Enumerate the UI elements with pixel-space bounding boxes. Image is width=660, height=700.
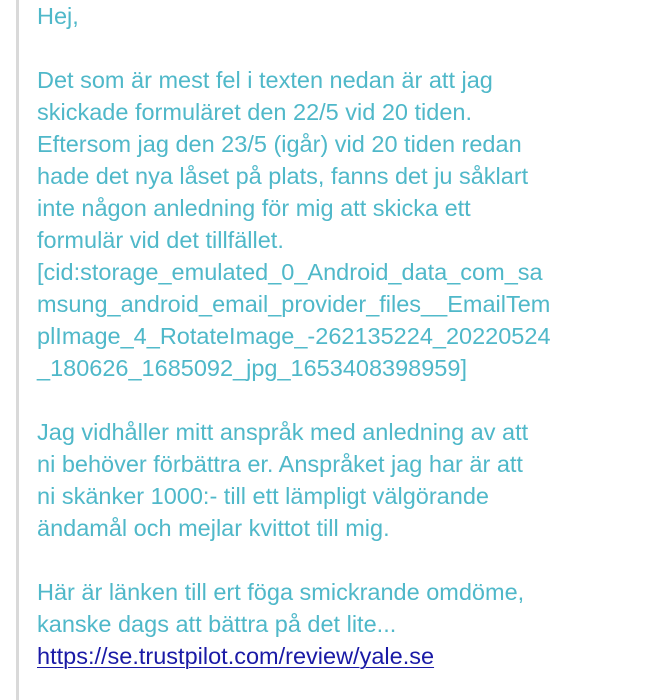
image-placeholder-line: plImage_4_RotateImage_-262135224_20220524 [37,323,551,349]
paragraph-gap [37,32,652,64]
body-line: kanske dags att bättra på det lite... [37,611,397,637]
greeting: Hej, [37,3,79,29]
image-placeholder-line: _180626_1685092_jpg_1653408398959] [37,355,467,381]
body-line: hade det nya låset på plats, fanns det ju såklart [37,163,529,189]
body-line: Eftersom jag den 23/5 (igår) vid 20 tiden redan [37,131,522,157]
body-line: Här är länken till ert föga smickrande omdöme, [37,579,525,605]
paragraph-gap [37,384,652,416]
body-line: skickade formuläret den 22/5 vid 20 tiden. [37,99,473,125]
paragraph-gap [37,544,652,576]
email-body [37,0,652,672]
body-line: ni skänker 1000:- till ett lämpligt välgörande [37,483,489,509]
image-placeholder-line: msung_android_email_provider_files__EmailTem [37,291,551,317]
body-line: Jag vidhåller mitt anspråk med anledning av att [37,419,529,445]
body-line: ändamål och mejlar kvittot till mig. [37,515,390,541]
body-line: formulär vid det tillfället. [37,227,284,253]
body-line: inte någon anledning för mig att skicka ett [37,195,471,221]
quote-bar [16,0,19,700]
trustpilot-review-link[interactable]: https://se.trustpilot.com/review/yale.se [37,643,435,669]
body-line: ni behöver förbättra er. Anspråket jag har är att [37,451,523,477]
body-line: Det som är mest fel i texten nedan är att jag [37,67,493,93]
image-placeholder-line: [cid:storage_emulated_0_Android_data_com_sa [37,259,543,285]
